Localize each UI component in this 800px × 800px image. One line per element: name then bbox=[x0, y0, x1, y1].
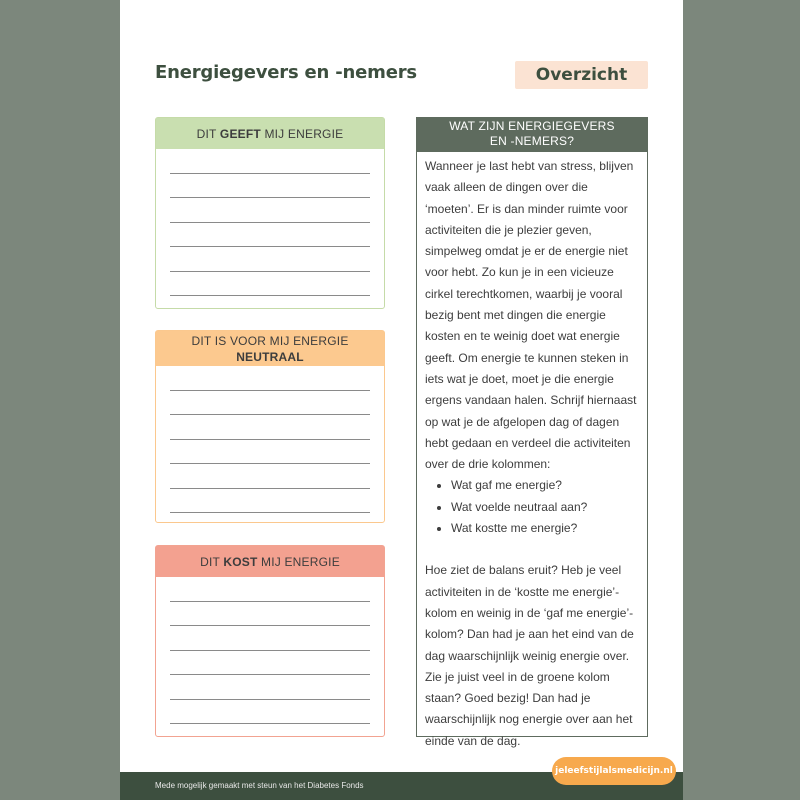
page-title: Energiegevers en -nemers bbox=[155, 62, 417, 83]
energy-neutral-header: DIT IS VOOR MIJ ENERGIE NEUTRAAL bbox=[156, 331, 384, 366]
writing-line bbox=[170, 601, 370, 602]
list-item: • Wat gaf me energie? bbox=[451, 475, 639, 496]
writing-lines[interactable] bbox=[156, 390, 384, 514]
writing-lines[interactable] bbox=[156, 173, 384, 297]
writing-lines[interactable] bbox=[156, 601, 384, 725]
writing-line bbox=[170, 699, 370, 700]
info-panel bbox=[416, 117, 648, 748]
writing-line bbox=[170, 414, 370, 415]
footer bbox=[120, 766, 683, 800]
energy-costs-box bbox=[155, 545, 385, 737]
writing-line bbox=[170, 674, 370, 675]
list-item: • Wat voelde neutraal aan? bbox=[451, 497, 639, 518]
energy-costs-header: DIT KOST MIJ ENERGIE bbox=[156, 546, 384, 577]
worksheet-page bbox=[120, 0, 683, 800]
writing-line bbox=[170, 390, 370, 391]
energy-neutral-box bbox=[155, 330, 385, 523]
info-paragraph-2: Hoe ziet de balans eruit? Heb je veel activiteiten in de ‘kostte me energie’-kolom en weinig in de ‘gaf me energie’-kolom? Dan had je aan het eind van de dag waarschijnlijk weinig energie over. Zie je juist veel in de groene kolom staan? Goed bezig! Dan had je waarschijnlijk nog energie over aan het einde van de dag. bbox=[425, 563, 634, 748]
writing-line bbox=[170, 271, 370, 272]
writing-line bbox=[170, 488, 370, 489]
overview-badge: Overzicht bbox=[515, 61, 648, 89]
footer-credit: Mede mogelijk gemaakt met steun van het Diabetes Fonds bbox=[155, 781, 364, 790]
writing-line bbox=[170, 246, 370, 247]
writing-line bbox=[170, 463, 370, 464]
energy-gives-header: DIT GEEFT MIJ ENERGIE bbox=[156, 118, 384, 149]
writing-line bbox=[170, 222, 370, 223]
writing-line bbox=[170, 625, 370, 626]
info-panel-title: WAT ZIJN ENERGIEGEVERS EN -NEMERS? bbox=[417, 118, 647, 152]
question-list bbox=[425, 475, 639, 539]
writing-line bbox=[170, 723, 370, 724]
writing-line bbox=[170, 173, 370, 174]
writing-line bbox=[170, 197, 370, 198]
info-paragraph-1: Wanneer je last hebt van stress, blijven vaak alleen de dingen over die ‘moeten’. Er is dan minder ruimte voor activiteiten die je plezier geven, simpelweg omdat je er de energie niet voor hebt. Zo kun je in een vicieuze cirkel terechtkomen, waarbij je vooral bezig bent met dingen die energie kosten en te weinig doet wat energie geeft. Om energie te kunnen steken in iets wat je doet, moet je die energie ergens vandaan halen. Schrijf hiernaast op wat je de afgelopen dag of dagen hebt gedaan en verdeel die activiteiten over de drie kolommen: bbox=[425, 159, 637, 472]
website-link[interactable]: jeleefstijlalsmedicijn.nl bbox=[552, 757, 676, 785]
list-item: • Wat kostte me energie? bbox=[451, 518, 639, 539]
writing-line bbox=[170, 650, 370, 651]
energy-gives-box bbox=[155, 117, 385, 309]
writing-line bbox=[170, 439, 370, 440]
writing-line bbox=[170, 512, 370, 513]
info-panel-body bbox=[417, 152, 647, 752]
writing-line bbox=[170, 295, 370, 296]
